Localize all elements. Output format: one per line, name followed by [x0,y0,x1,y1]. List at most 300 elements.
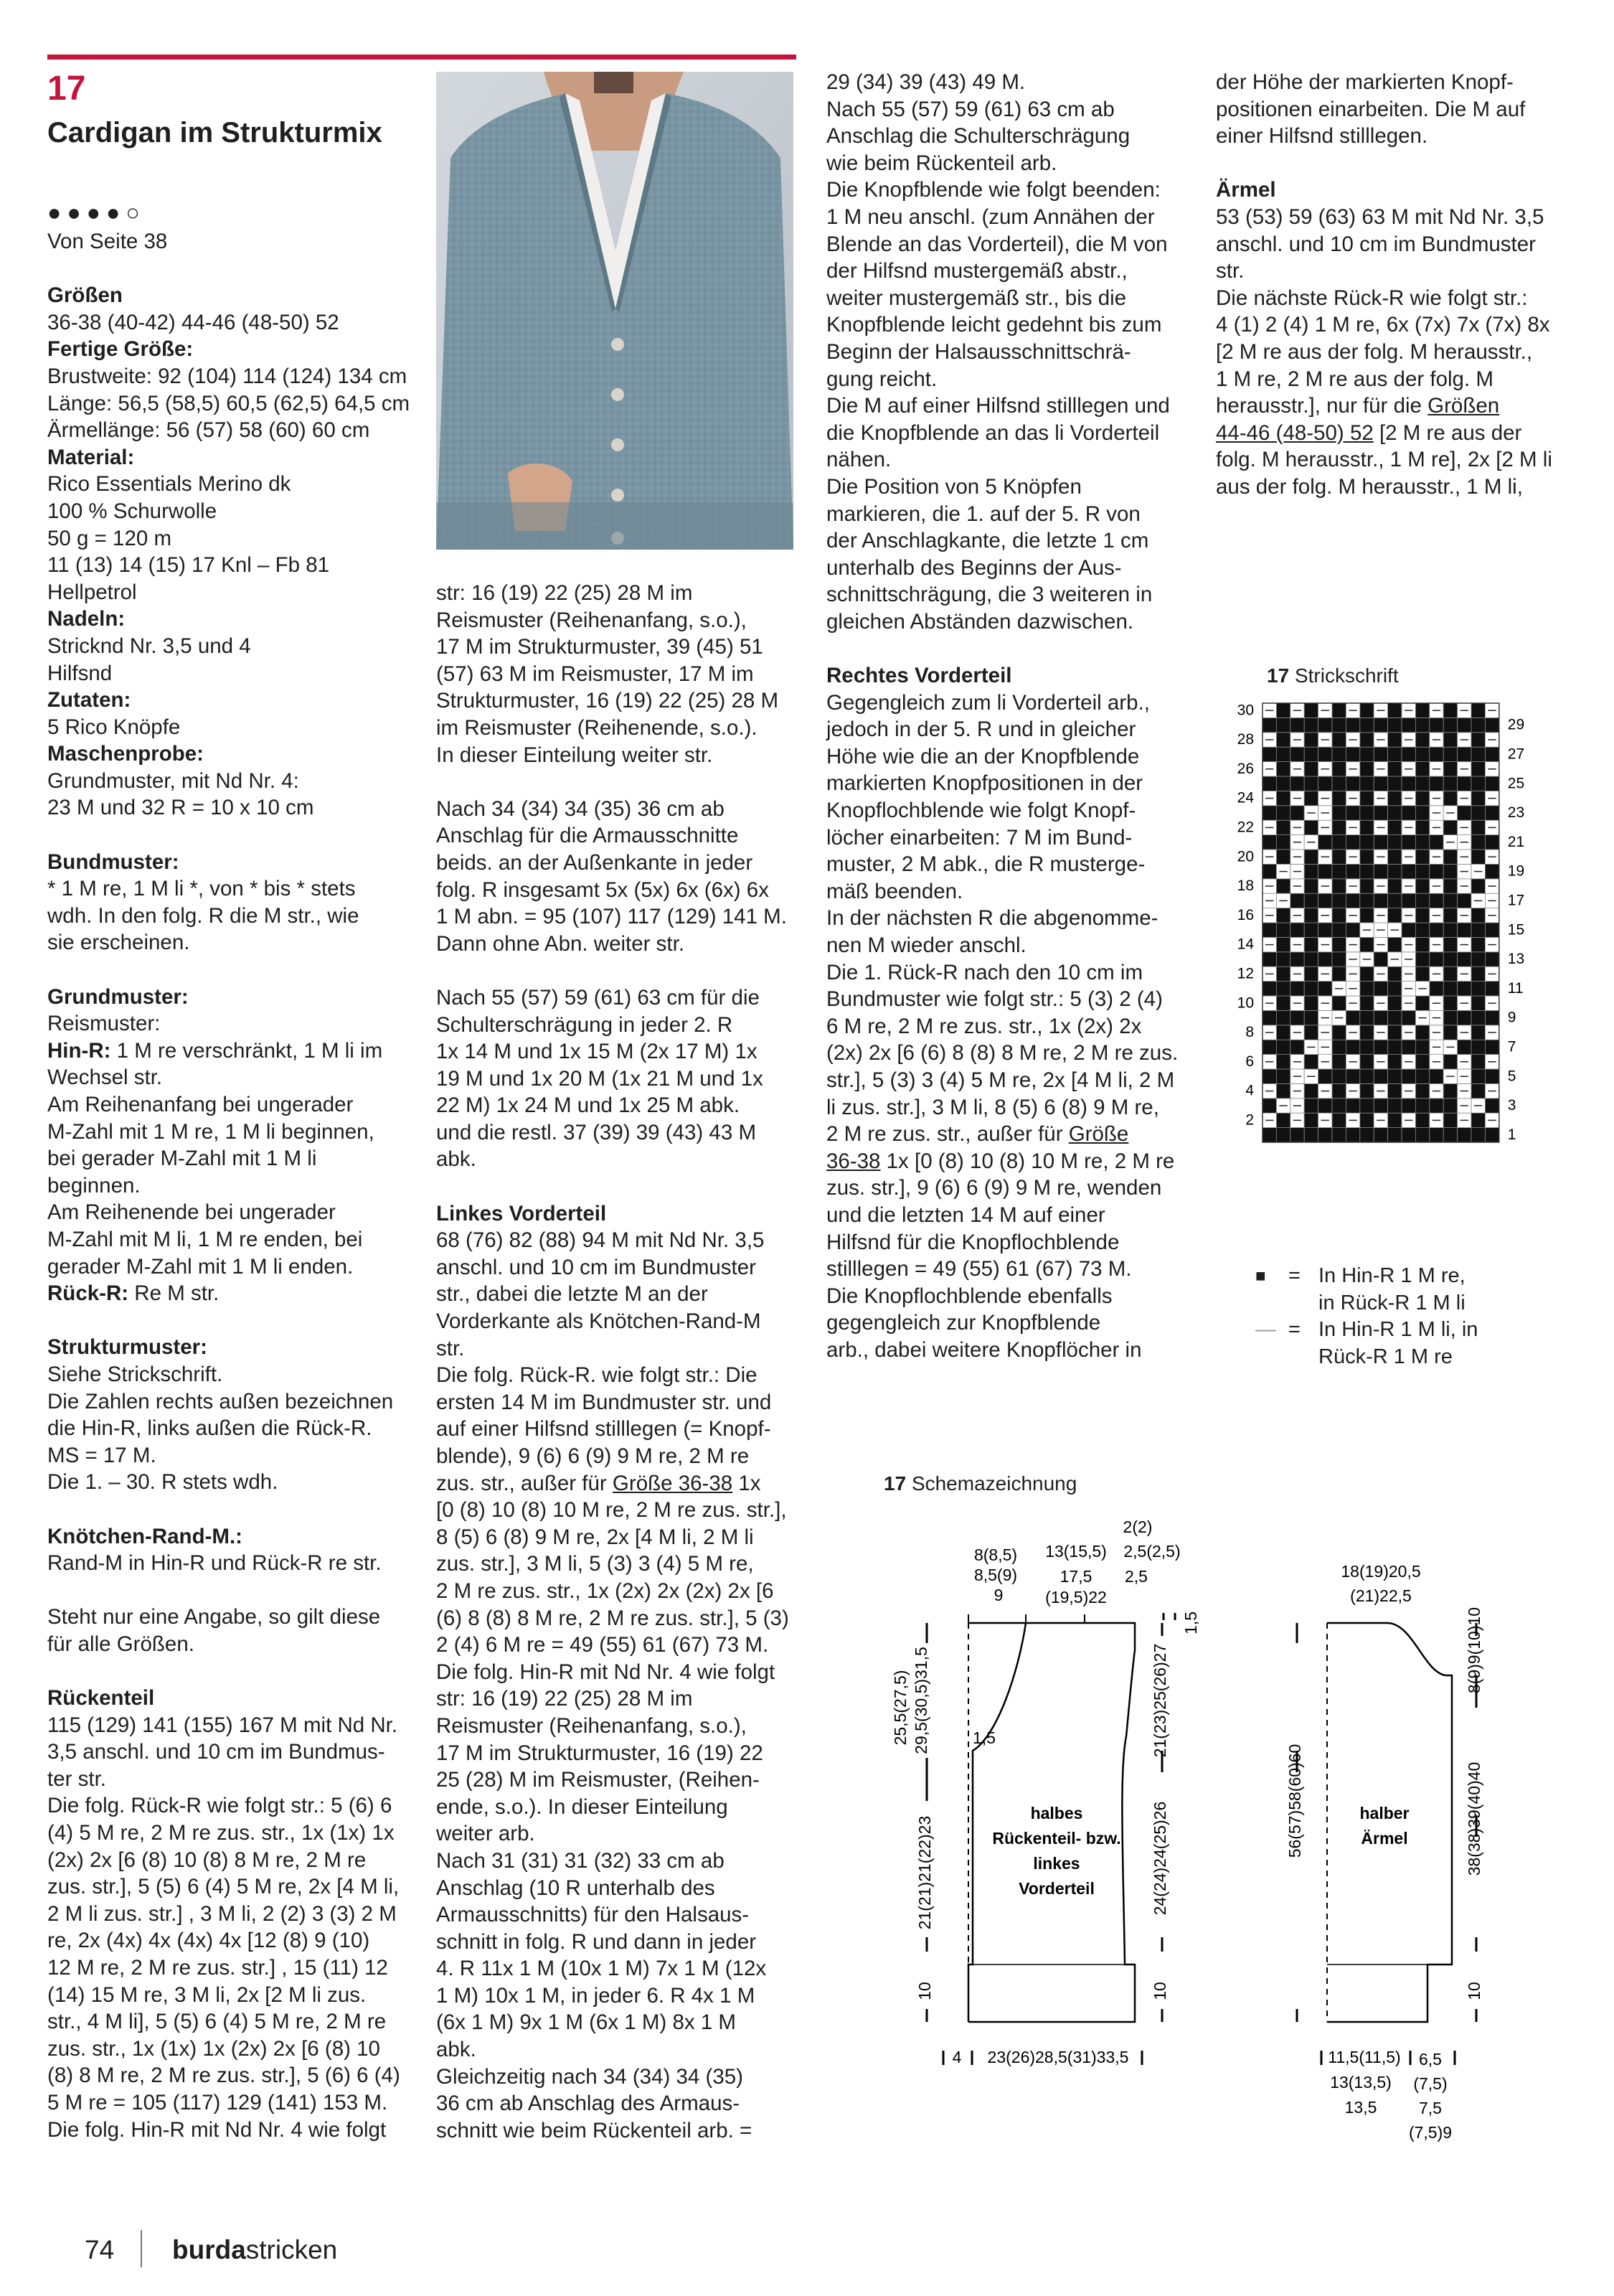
knit-cell [1471,1055,1485,1069]
knit-cell [1443,1055,1457,1069]
text-line: Rico Essentials Merino dk [47,472,291,497]
knit-cell [1263,1040,1276,1054]
knit-cell [1360,879,1374,893]
knit-cell [1388,850,1402,864]
knit-cell [1332,1083,1346,1098]
text-line: für alle Größen. [47,1632,194,1656]
body-piece-label-1: halbes [1030,1804,1083,1822]
row-label-left: 28 [1237,731,1254,748]
knit-cell [1374,718,1387,732]
text-line: 23 M und 32 R = 10 x 10 cm [47,796,314,820]
knit-cell [1415,996,1429,1010]
knit-cell [1263,835,1276,850]
knit-cell [1304,1025,1318,1040]
knit-cell [1360,1113,1374,1127]
knit-cell [1276,1128,1290,1142]
knit-cell [1388,820,1402,834]
knit-cell [1388,864,1402,878]
knit-cell [1374,1128,1387,1142]
text-line: 17 M im Strukturmuster, 16 (19) 22 [436,1741,763,1765]
text-line: Hilfsnd für die Knopflochblende [826,1230,1120,1254]
text-line [47,822,420,849]
text-line: Reismuster: [47,1012,161,1036]
text-line: (4) 5 M re, 2 M re zus. str., 1x (1x) 1x [47,1821,395,1845]
knit-cell [1471,835,1485,850]
knit-cell [1360,864,1374,878]
knit-cell [1360,1083,1374,1098]
knit-cell [1360,1010,1374,1025]
knit-cell [1388,1069,1402,1083]
text-line: 1 M abn. = 95 (107) 117 (129) 141 M. [436,905,787,929]
knit-cell [1430,776,1443,791]
knit-cell [1415,1083,1429,1098]
text-line: jedoch in der 5. R und in gleicher [826,718,1136,742]
knit-cell [1318,923,1332,937]
knit-cell [1485,1069,1499,1083]
knit-cell [1332,937,1346,951]
text-line: Grundmuster, mit Nd Nr. 4: [47,768,299,793]
knit-cell [1263,1098,1276,1113]
text-line: Steht nur eine Angabe, so gilt diese [47,1605,381,1629]
body-piece-label-4: Vorderteil [1019,1879,1095,1898]
knit-cell [1360,1040,1374,1054]
knit-cell [1332,850,1346,864]
knit-cell [1430,864,1443,878]
knit-cell [1332,718,1346,732]
row-label-left: 30 [1237,702,1254,719]
text-line: (6x 1 M) 9x 1 M (6x 1 M) 8x 1 M [436,2010,736,2035]
knit-cell [1276,1083,1290,1098]
text-line: gleichen Abständen dazwischen. [826,609,1134,634]
text-line: Siehe Strickschrift. [47,1362,223,1386]
knit-cell [1443,966,1457,981]
knit-cell [1346,1010,1359,1025]
text-line: Anschlag für die Armausschnitte [436,824,739,848]
text-line: 25 (28) M im Reismuster, (Reihen- [436,1768,760,1792]
knit-cell [1485,1098,1499,1113]
text-line: Höhe wie die an der Knopfblende [826,744,1140,768]
row-label-right: 13 [1507,951,1525,968]
knit-cell [1304,762,1318,776]
knit-cell [1263,718,1276,732]
text-line: Rand-M in Hin-R und Rück-R re str. [47,1551,382,1576]
text-line: (6) 8 (8) 8 M re, 2 M re zus. str.], 5 (3) [436,1606,789,1630]
text-line: [2 M re aus der folg. M herausstr., [1216,339,1533,364]
sleeve-bottom-width-1: 11,5(11,5) [1328,2048,1401,2066]
knit-cell [1360,820,1374,834]
text-line: Reismuster (Reihenanfang, s.o.), [436,608,747,632]
text-line: 1 M re, 2 M re aus der folg. M [1216,367,1493,391]
knit-cell [1485,923,1499,937]
text-line [47,1496,420,1523]
knit-cell [1332,762,1346,776]
knit-cell [1485,982,1499,996]
text-line: Anschlag die Schulterschrägung [826,124,1131,149]
knit-cell [1360,1128,1374,1142]
knit-cell [1290,1010,1304,1025]
knit-cell [1415,923,1429,937]
text-line [47,1657,420,1685]
knit-cell [1388,982,1402,996]
text-line: anschl. und 10 cm im Bundmuster [1216,232,1536,256]
knit-cell [1346,776,1359,791]
knit-cell [1374,952,1387,966]
knit-cell [1471,966,1485,981]
text-line: herausstr.], nur für die Größen [1216,394,1500,418]
text-line: nähen. [826,448,892,472]
knit-cell [1443,996,1457,1010]
knit-cell [1332,747,1346,761]
body-piece-label-2: Rückenteil- bzw. [992,1829,1121,1848]
knit-cell [1471,1128,1485,1142]
knit-cell [1388,1128,1402,1142]
knit-cell [1304,1055,1318,1069]
knit-cell [1360,908,1374,923]
knit-cell [1374,835,1387,850]
knit-cell [1304,879,1318,893]
text-line: Die Knopfblende wie folgt beenden: [826,178,1161,202]
knit-cell [1276,952,1290,966]
knit-cell [1485,718,1499,732]
knit-cell [1430,1128,1443,1142]
knit-cell [1276,718,1290,732]
knit-cell [1402,864,1415,878]
text-line: auf einer Hilfsnd stilllegen (= Knopf- [436,1417,771,1441]
row-label-right: 1 [1507,1126,1516,1143]
knit-cell [1290,1128,1304,1142]
text-line: mäß beenden. [826,879,963,903]
knit-cell [1263,1128,1276,1142]
text-line: 12 M re, 2 M re zus. str.] , 15 (11) 12 [47,1956,388,1980]
row-label-right: 25 [1507,775,1525,792]
rib-height-left: 10 [915,1982,934,2000]
row-label-right: 27 [1507,745,1525,763]
knit-cell [1471,982,1485,996]
text-line [1216,150,1589,177]
knit-cell [1402,1069,1415,1083]
text-line: Knopflochblende wie folgt Knopf- [826,799,1136,823]
knit-cell [1276,1040,1290,1054]
sleeve-total-length: 56(57)58(60)60 [1285,1744,1304,1858]
knit-cell [1374,893,1387,908]
knit-cell [1402,893,1415,908]
text-line: löcher einarbeiten: 7 M im Bund- [826,825,1133,850]
text-line: In dieser Einteilung weiter str. [436,743,713,767]
knit-cell [1402,718,1415,732]
knit-cell [1318,718,1332,732]
text-line: abk. [436,2038,476,2062]
difficulty-rating: ●●●●○ [47,199,146,225]
text-line: (2x) 2x [6 (6) 8 (8) 8 M re, 2 M re zus. [826,1041,1179,1065]
knit-cell [1374,1098,1387,1113]
knit-cell [1471,776,1485,791]
knit-cell [1485,1040,1499,1054]
knit-cell [1374,776,1387,791]
text-line: positionen einarbeiten. Die M auf [1216,97,1526,121]
text-line: Maschenprobe: [47,742,204,766]
knit-cell [1443,879,1457,893]
knit-cell [1276,908,1290,923]
knit-cell [1471,762,1485,776]
knit-cell [1263,952,1276,966]
knit-cell [1430,1098,1443,1113]
knit-cell [1360,703,1374,718]
knit-cell [1471,791,1485,805]
knit-cell [1263,776,1276,791]
text-line: MS = 17 M. [47,1443,156,1467]
text-line: (57) 63 M im Reismuster, 17 M im [436,662,754,686]
knit-cell [1360,776,1374,791]
text-line: Schulterschrägung in jeder 2. R [436,1012,733,1037]
text-line: und die letzten 14 M auf einer [826,1203,1105,1227]
text-line: [0 (8) 10 (8) 10 M re, 2 M re zus. str.], [436,1498,787,1523]
knit-cell [1374,1069,1387,1083]
knit-cell [1388,879,1402,893]
knit-cell [1415,850,1429,864]
knit-cell [1471,703,1485,718]
shoulder-drop-3: 2,5 [1125,1567,1148,1586]
knit-cell [1443,791,1457,805]
knit-cell [1415,1069,1429,1083]
knit-cell [1443,850,1457,864]
knit-cell [1471,937,1485,951]
text-line: (8) 8 M re, 2 M re zus. str.], 5 (6) 6 (4) [47,2064,400,2088]
knit-cell [1388,1010,1402,1025]
knit-cell [1485,952,1499,966]
text-line: Stricknd Nr. 3,5 und 4 [47,634,251,658]
knit-cell [1415,1113,1429,1127]
knit-cell [1471,718,1485,732]
knit-cell [1332,1055,1346,1069]
text-line: (2x) 2x [6 (8) 10 (8) 8 M re, 2 M re [47,1848,367,1872]
knit-cell [1318,1069,1332,1083]
text-line: Gegengleich zum li Vorderteil arb., [826,690,1150,715]
knit-cell [1415,1055,1429,1069]
knit-cell [1318,982,1332,996]
knit-cell [1332,996,1346,1010]
text-line: Hilfsnd [47,661,113,685]
row-label-left: 22 [1237,819,1254,836]
knit-cell [1388,733,1402,747]
armhole-depth-back: 25,5(27,5) [891,1670,910,1746]
text-line: 53 (53) 59 (63) 63 M mit Nd Nr. 3,5 [1216,204,1544,229]
knit-cell [1304,1083,1318,1098]
knit-cell [1276,850,1290,864]
text-line: wdh. In den folg. R die M str., wie [47,903,359,928]
knit-cell [1346,835,1359,850]
knit-cell [1332,733,1346,747]
knit-cell [1443,703,1457,718]
text-line: zus. str., außer für Größe 36-38 1x [436,1471,761,1495]
text-line: Die M auf einer Hilfsnd stilllegen und [826,394,1170,418]
knit-cell [1374,982,1387,996]
text-line: str: 16 (19) 22 (25) 28 M im [436,581,693,605]
text-line [436,957,809,984]
text-line: Ärmel [1216,178,1276,202]
body-width-bottom: 23(26)28,5(31)33,5 [987,2048,1129,2066]
knitting-chart [1219,689,1535,1155]
knit-cell [1276,996,1290,1010]
knit-cell [1443,923,1457,937]
knit-cell [1458,923,1471,937]
knit-cell [1415,733,1429,747]
text-line: li zus. str.], 3 M li, 8 (5) 6 (8) 9 M re, [826,1095,1159,1119]
knit-cell [1276,820,1290,834]
knit-cell [1443,952,1457,966]
text-line: 36-38 (40-42) 44-46 (48-50) 52 [47,310,339,334]
text-line: Größen [47,283,123,308]
text-line: str. [1216,259,1245,283]
text-line: ende, s.o.). In dieser Einteilung [436,1794,728,1819]
text-line: Länge: 56,5 (58,5) 60,5 (62,5) 64,5 cm [47,391,410,415]
text-line: str.], 5 (3) 3 (4) 5 M re, 2x [4 M li, 2 M [826,1068,1175,1092]
shoulder-width-3: (19,5)22 [1045,1588,1107,1606]
row-label-left: 26 [1237,760,1254,777]
knit-cell [1360,996,1374,1010]
text-line: Rück-R: Re M str. [47,1281,220,1306]
shoulder-width-1: 13(15,5) [1045,1542,1107,1561]
text-column-4 [1216,69,1589,501]
armhole-depth-front: 29,5(30,5)31,5 [912,1647,930,1754]
text-line: gegengleich zur Knopfblende [826,1311,1101,1335]
text-line: Die nächste Rück-R wie folgt str.: [1216,286,1528,310]
knit-cell [1276,762,1290,776]
pattern-number: 17 [47,70,86,108]
knit-cell [1471,806,1485,820]
knit-cell [1471,923,1485,937]
text-line: Linkes Vorderteil [436,1201,607,1225]
slope-measure: 1,5 [973,1728,996,1747]
knit-cell [1304,937,1318,951]
text-line: markierten Knopfpositionen in der [826,771,1143,796]
text-line: 3,5 anschl. und 10 cm im Bundmus- [47,1740,385,1764]
knit-cell [1332,1113,1346,1127]
knit-cell [1360,1098,1374,1113]
knit-cell [1443,893,1457,908]
knit-cell [1332,923,1346,937]
magazine-brand: burdastricken [172,2235,338,2264]
knit-cell [1443,747,1457,761]
text-line: 5 Rico Knöpfe [47,715,181,739]
knit-cell [1290,923,1304,937]
knit-cell [1360,733,1374,747]
text-line: In der nächsten R die abgenomme- [826,906,1158,931]
text-line: weiter mustergemäß str., bis die [826,286,1127,310]
text-line: blende), 9 (6) 6 (9) 9 M re, 2 M re [436,1444,750,1468]
knit-cell [1430,923,1443,937]
row-label-left: 12 [1237,965,1254,982]
text-line: 44-46 (48-50) 52 [2 M re aus der [1216,420,1522,445]
text-line: Die Zahlen rechts außen bezeichnen [47,1389,394,1413]
text-line: abk. [436,1147,476,1172]
text-line: Rückenteil [47,1686,155,1711]
sleeve-bottom-width-2: 13(13,5) [1330,2073,1392,2092]
knit-cell [1471,747,1485,761]
text-line: Die folg. Hin-R mit Nd Nr. 4 wie folgt [47,2117,387,2142]
knit-cell [1276,1055,1290,1069]
knit-cell [1485,806,1499,820]
text-line: 1 M) 10x 1 M, in jeder 6. R 4x 1 M [436,1983,755,2008]
sleeve-schematic [1263,1550,1499,2142]
text-line: Brustweite: 92 (104) 114 (124) 134 cm [47,364,407,388]
text-line [47,255,420,283]
knit-cell [1318,952,1332,966]
knit-cell [1304,864,1318,878]
schematic-title: 17 Schemazeichnung [884,1472,1077,1495]
knit-cell [1402,923,1415,937]
text-line: unterhalb des Beginns der Aus- [826,555,1122,580]
knit-cell [1458,952,1471,966]
text-line: 68 (76) 82 (88) 94 M mit Nd Nr. 3,5 [436,1228,765,1253]
knit-cell [1276,1025,1290,1040]
knit-cell [1443,1010,1457,1025]
text-line [436,768,809,796]
knit-cell [1415,776,1429,791]
knit-cell [1388,791,1402,805]
text-line: wie beim Rückenteil arb. [826,151,1057,175]
knit-cell [1290,718,1304,732]
text-line: str., 4 M li], 5 (5) 6 (4) 5 M re, 2 M re [47,2010,387,2034]
text-line: 115 (129) 141 (155) 167 M mit Nd Nr. [47,1713,398,1737]
chart-title: 17 Strickschrift [1267,664,1399,687]
knit-cell [1360,762,1374,776]
text-line: M-Zahl mit 1 M re, 1 M li beginnen, [47,1119,374,1144]
knit-cell [1415,835,1429,850]
knit-cell [1388,1113,1402,1127]
text-line: M-Zahl mit M li, 1 M re enden, bei [47,1227,363,1251]
knit-cell [1263,923,1276,937]
knit-cell [1360,718,1374,732]
shoulder-drop-1: 2(2) [1123,1518,1153,1536]
text-line: Bundmuster wie folgt str.: 5 (3) 2 (4) [826,987,1163,1012]
knit-cell [1471,1083,1485,1098]
row-label-left: 4 [1245,1082,1254,1099]
knit-cell [1430,893,1443,908]
knit-cell [1304,1128,1318,1142]
knit-cell [1332,864,1346,878]
sleeve-cap-height: 8(9)9(10)10 [1465,1606,1483,1694]
legend-item-knit: ■ = In Hin-R 1 M re, in Rück-R 1 M li [1255,1263,1571,1317]
text-line: Strukturmuster: [47,1335,207,1360]
knit-cell [1276,879,1290,893]
text-line: 17 M im Strukturmuster, 39 (45) 51 [436,635,763,659]
text-line: Die 1. Rück-R nach den 10 cm im [826,960,1143,984]
knit-cell [1318,893,1332,908]
text-line: schnittschrägung, die 3 weiteren in [826,583,1153,607]
knit-cell [1443,776,1457,791]
knit-cell [1276,835,1290,850]
knit-cell [1276,791,1290,805]
row-label-right: 3 [1507,1097,1516,1114]
knit-cell [1346,923,1359,937]
knit-cell [1263,982,1276,996]
text-line: Nach 34 (34) 34 (35) 36 cm ab [436,796,725,821]
knit-cell [1402,835,1415,850]
knit-cell [1430,747,1443,761]
knit-cell [1332,952,1346,966]
knit-cell [1443,1098,1457,1113]
row-label-right: 7 [1507,1038,1516,1055]
text-line: Die folg. Rück-R. wie folgt str.: Die [436,1363,758,1388]
knit-cell [1360,893,1374,908]
sleeve-cuff-width-3: 7,5 [1419,2099,1442,2117]
text-line: Bundmuster: [47,850,179,874]
knit-cell [1415,864,1429,878]
knit-cell [1485,776,1499,791]
knit-cell [1388,893,1402,908]
neck-width-3: 9 [994,1586,1004,1604]
text-line: Knötchen-Rand-M.: [47,1524,243,1548]
